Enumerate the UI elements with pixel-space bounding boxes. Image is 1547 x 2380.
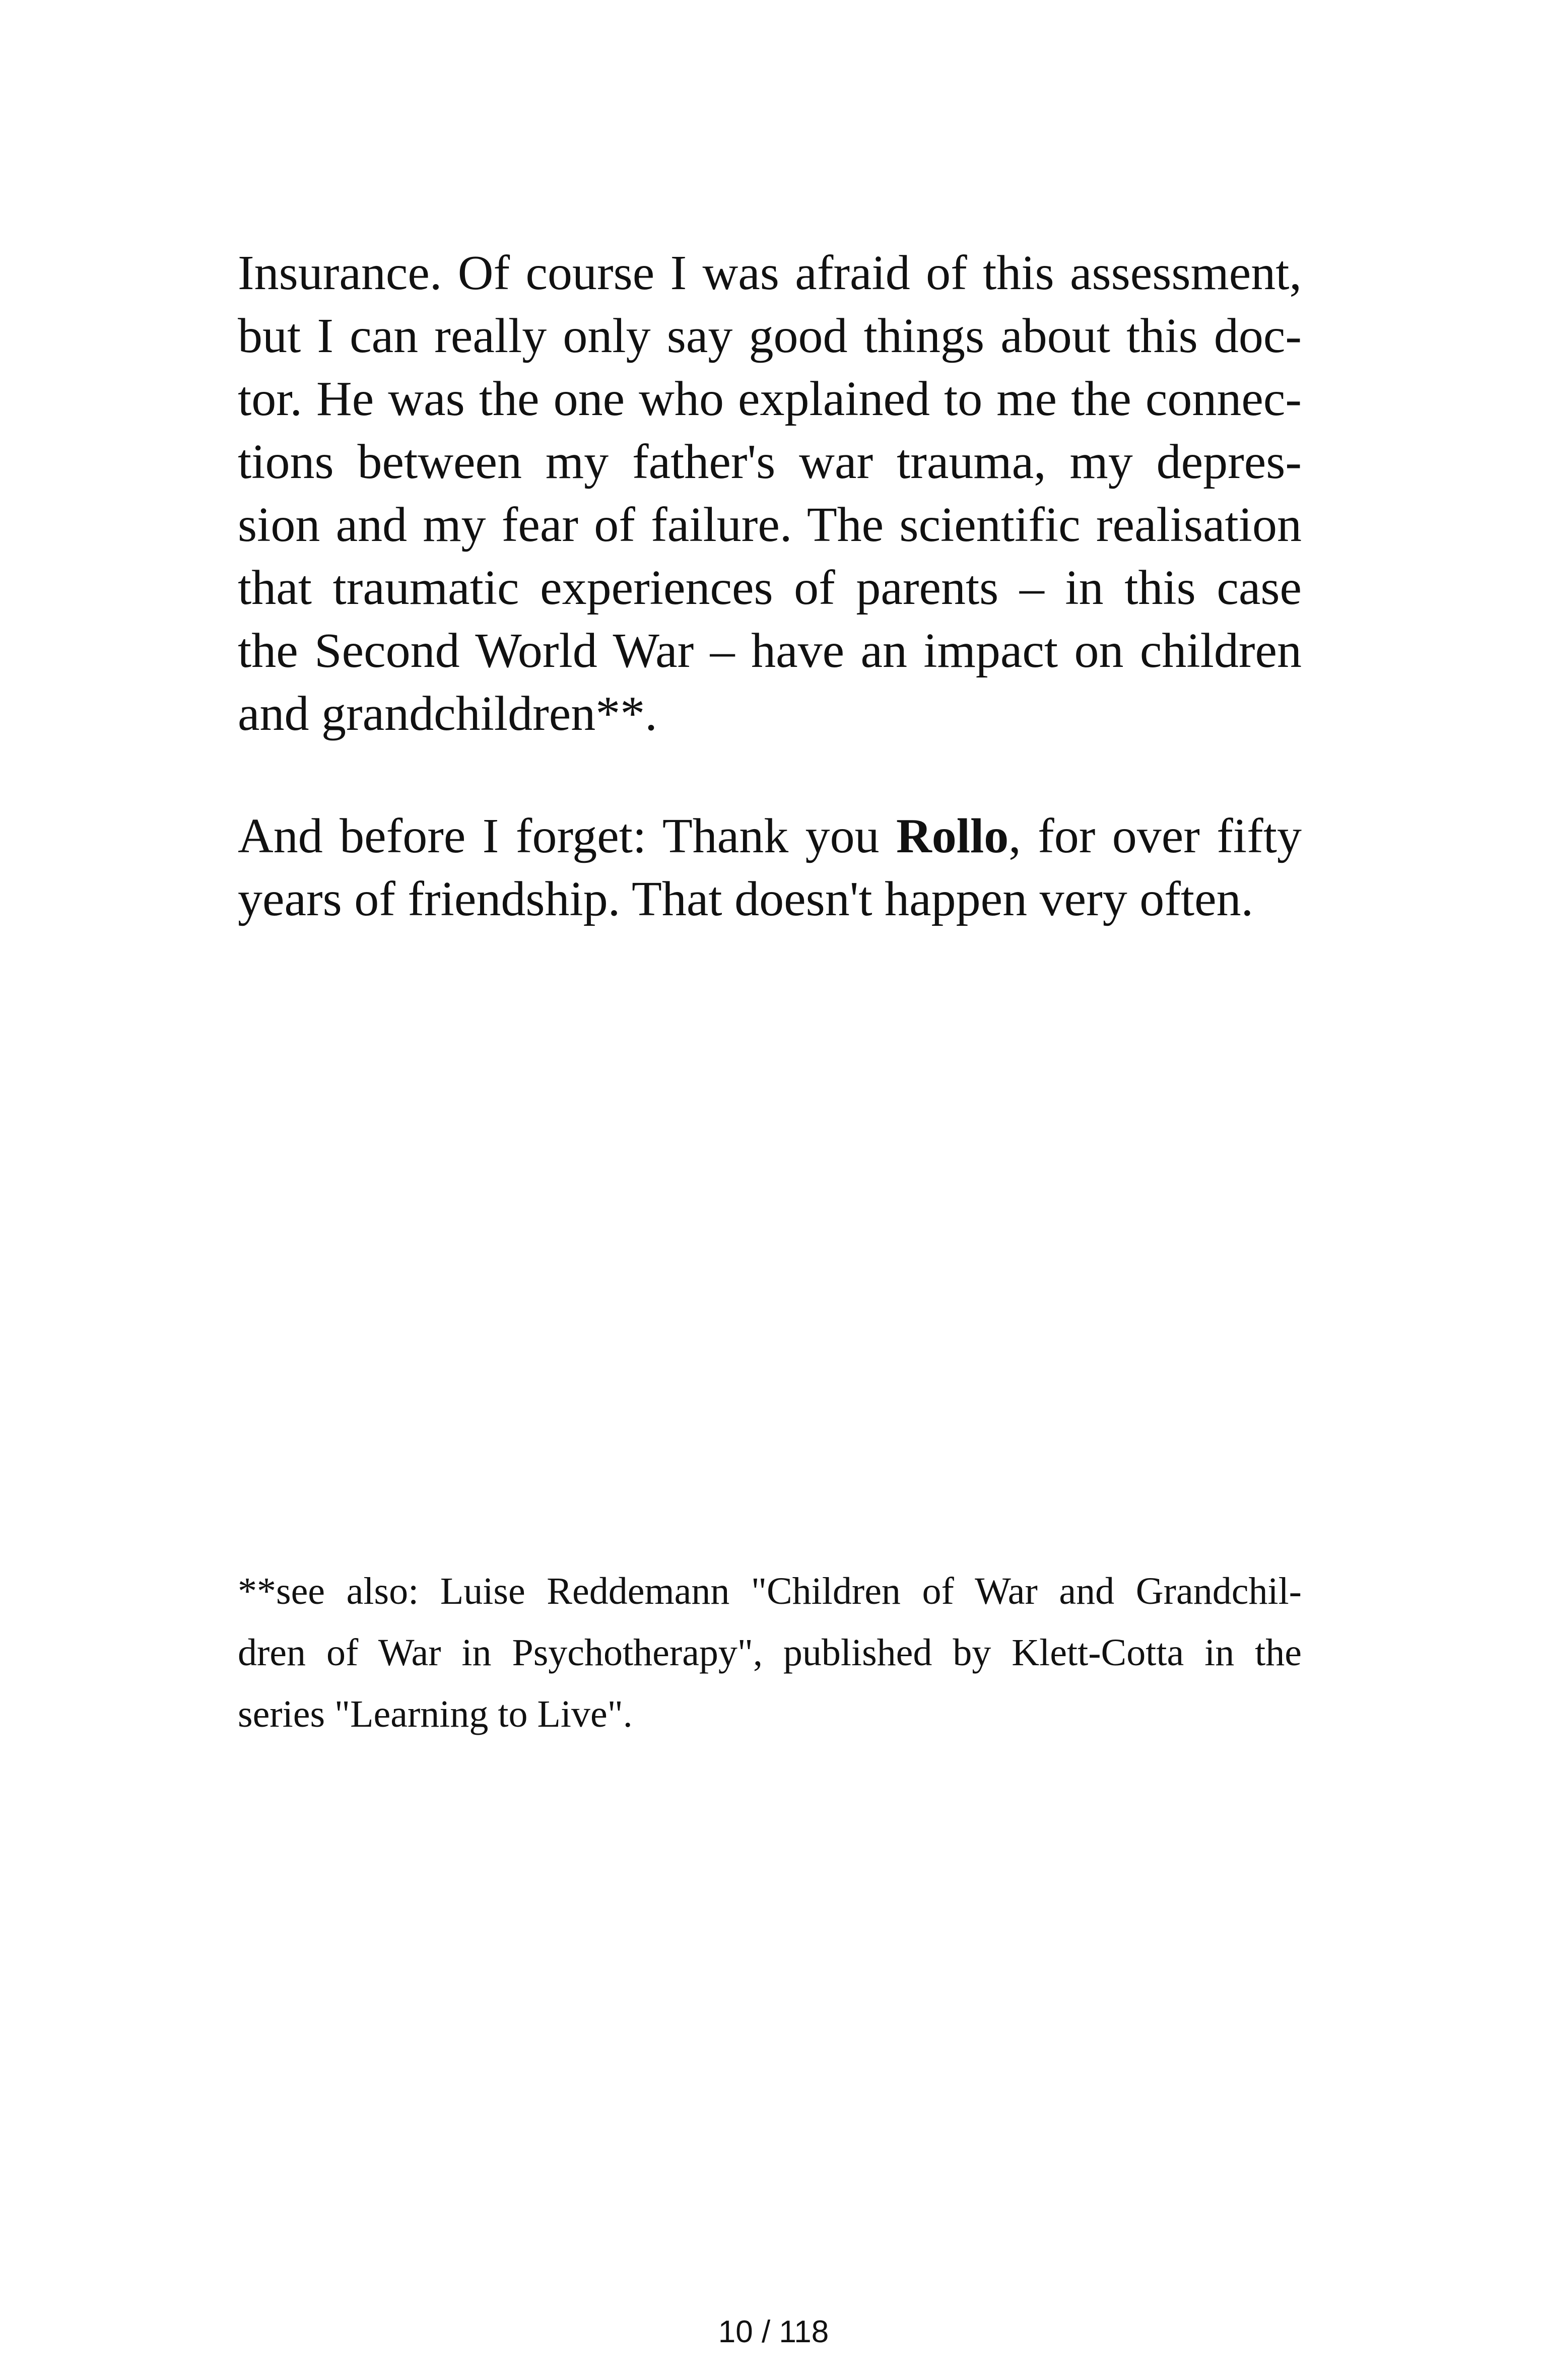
paragraph-line: and grandchildren**. [238,687,657,741]
paragraph-line: sion and my fear of failure. The scientific realisation [238,498,1302,552]
footnote-line: **see also: Luise Reddemann "Children of War and Grandchil- [238,1570,1302,1612]
friend-name: Rollo [896,809,1009,863]
paragraph-line: tor. He was the one who explained to me the connec- [238,372,1302,426]
footnote-line: dren of War in Psychotherapy", published by Klett-Cotta in the [238,1631,1302,1674]
paragraph-line: that traumatic experiences of parents – in this case [238,561,1302,615]
thanks-text-start: And before I forget: Thank you [238,809,896,863]
footnote [238,1560,1302,1745]
page-number: 10 / 118 [718,2315,829,2349]
paragraph-line: years of friendship. That doesn't happen very often. [238,872,1254,926]
footnote-line: series "Learning to Live". [238,1693,633,1735]
paragraph-line: Insurance. Of course I was afraid of this assessment, [238,246,1302,300]
paragraph-main [238,242,1302,745]
paragraph-line: the Second World War – have an impact on children [238,624,1302,678]
paragraph-line: but I can really only say good things about this doc- [238,309,1302,363]
paragraph-line: tions between my father's war trauma, my depres- [238,435,1302,489]
thanks-text-end: , for over fifty [1008,809,1302,863]
paragraph-thanks [238,805,1302,931]
paragraph-line [238,805,1302,868]
